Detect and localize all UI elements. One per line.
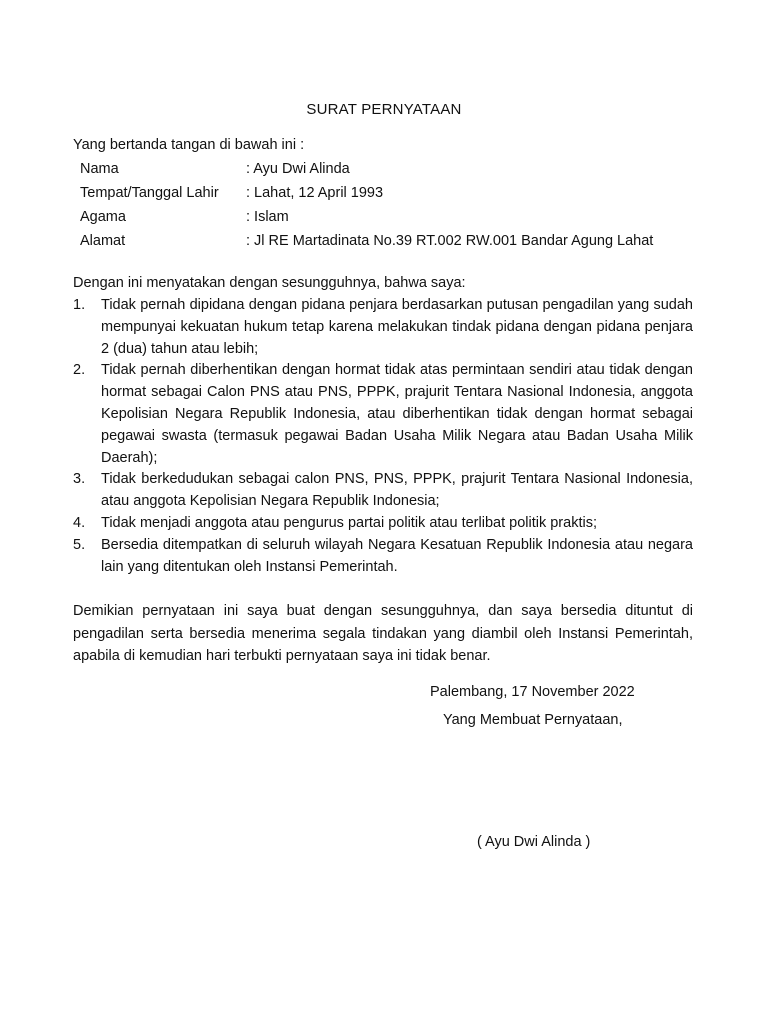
statement-item [73,513,693,535]
statement-list [73,295,693,578]
statement-item [73,535,693,579]
statement-number: 3. [73,471,86,488]
identity-value: : Lahat, 12 April 1993 [246,185,384,201]
statement-item [73,469,693,513]
signer-label: Yang Membuat Pernyataan, [443,712,623,728]
identity-value: : Islam [246,209,289,225]
identity-label: Alamat [80,233,126,249]
identity-row-address [80,231,653,255]
place-date: Palembang, 17 November 2022 [430,684,635,700]
statement-text: Tidak menjadi anggota atau pengurus partai politik atau terlibat politik praktis; [101,514,597,531]
identity-row-name [80,159,653,183]
identity-row-birth [80,183,653,207]
statement-item [73,360,693,469]
statement-number: 4. [73,514,86,531]
signer-name: ( Ayu Dwi Alinda ) [477,834,591,850]
statement-text: Bersedia ditempatkan di seluruh wilayah Negara Kesatuan Republik Indonesia atau negara lain yang ditentukan oleh Instansi Pemerintah. [101,536,693,575]
statement-text: Tidak pernah dipidana dengan pidana penjara berdasarkan putusan pengadilan yang sudah mempunyai kekuatan hukum tetap karena melakukan tindak pidana dengan pidana penjara 2 (dua) tahun atau lebih; [101,297,693,357]
statement-number: 1. [73,297,86,313]
statement-number: 5. [73,536,86,553]
identity-row-religion [80,207,653,231]
identity-value: : Ayu Dwi Alinda [246,161,350,177]
declaration-intro: Dengan ini menyatakan dengan sesungguhnya, bahwa saya: [73,275,466,291]
closing-paragraph: Demikian pernyataan ini saya buat dengan sesungguhnya, dan saya bersedia dituntut di pengadilan serta bersedia menerima segala tindakan yang diambil oleh Instansi Pemerintah, apabila di kemudian hari terbukti pernyataan saya ini tidak benar. [73,603,693,664]
document-title: SURAT PERNYATAAN [306,101,462,118]
statement-item [73,295,693,360]
identity-label: Agama [80,209,126,225]
statement-text: Tidak pernah diberhentikan dengan hormat tidak atas permintaan sendiri atau tidak dengan hormat sebagai Calon PNS atau PNS, PPPK, prajurit Tentara Nasional Indonesia, anggota Kepolisian Negara Republik Indonesia, atau diberhentikan tidak dengan hormat sebagai pegawai swasta (termasuk pegawai Badan Usaha Milik Negara atau Badan Usaha Milik Daerah); [101,362,693,466]
statement-number: 2. [73,362,86,379]
identity-table [80,159,653,255]
identity-label: Tempat/Tanggal Lahir [80,185,219,201]
identity-label: Nama [80,161,119,177]
statement-text: Tidak berkedudukan sebagai calon PNS, PNS, PPPK, prajurit Tentara Nasional Indonesia, atau anggota Kepolisian Negara Republik Indonesia; [101,471,693,510]
identity-value: : Jl RE Martadinata No.39 RT.002 RW.001 Bandar Agung Lahat [246,233,654,249]
intro-text: Yang bertanda tangan di bawah ini : [73,137,305,153]
